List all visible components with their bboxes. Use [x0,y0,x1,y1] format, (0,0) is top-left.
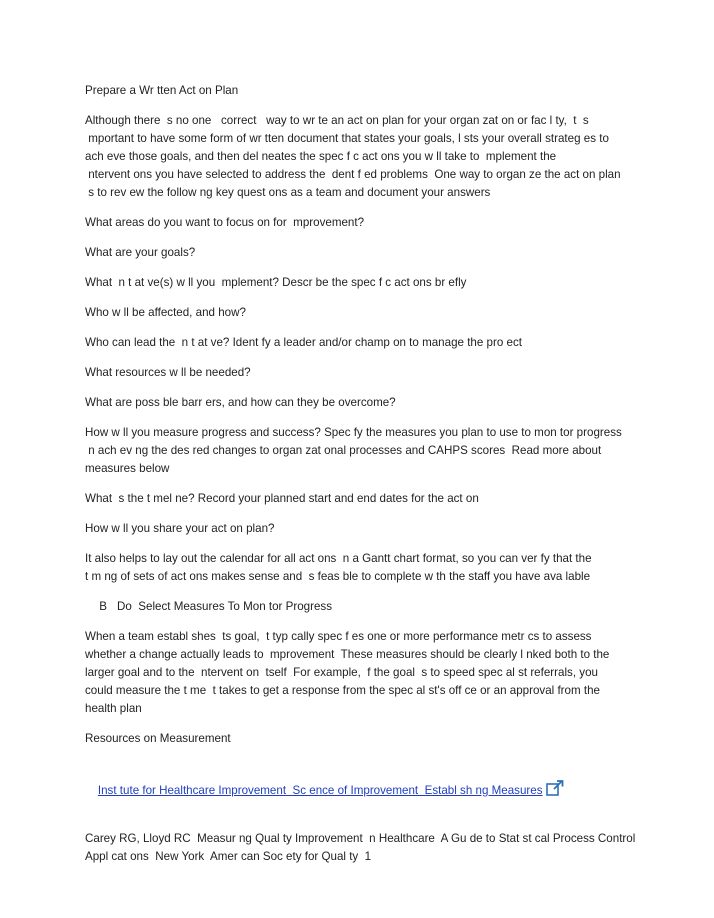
step-letter: B [99,600,107,613]
measures-line: When a team establ shes ts goal, t typ cally spec f es one or more performance metr cs to assess [85,630,592,643]
citation-paragraph [85,830,645,866]
question-goals: What are your goals? [85,246,196,259]
gantt-line: It also helps to lay out the calendar for all act ons n a Gantt chart format, so you can ver fy that the [85,552,592,565]
measures-line: health plan [85,702,142,715]
question-share-plan: How w ll you share your act on plan? [85,522,275,535]
intro-line: Although there s no one correct way to wr te an act on plan for your organ zat on or fac l ty, t s [85,114,589,127]
question-measure-progress [85,424,645,478]
measures-line: whether a change actually leads to mprovement These measures should be clearly l nked both to the [85,648,610,661]
step-heading [85,598,645,616]
measures-line: larger goal and to the ntervent on tself For example, f the goal s to speed spec al st referrals, you [85,666,598,679]
question-leader: Who can lead the n t at ve? Ident fy a leader and/or champ on to manage the pro ect [85,336,522,349]
question-focus-areas: What areas do you want to focus on for mprovement? [85,216,365,229]
citation-line: Carey RG, Lloyd RC Measur ng Qual ty Improvement n Healthcare A Gu de to Stat st cal Process Control [85,832,636,845]
question-initiatives: What n t at ve(s) w ll you mplement? Descr be the spec f c act ons br efly [85,276,467,289]
measures-line: could measure the t me t takes to get a response from the spec al st's off ce or an approval from the [85,684,600,697]
intro-line: s to rev ew the follow ng key quest ons as a team and document your answers [85,186,491,199]
gantt-line: t m ng of sets of act ons makes sense and s feas ble to complete w th the staff you have ava lable [85,570,591,583]
resource-link-row [85,762,645,818]
document-page [85,82,645,878]
citation-line: Appl cat ons New York Amer can Soc ety for Qual ty 1 [85,850,372,863]
question-line: measures below [85,462,170,475]
measures-paragraph [85,628,645,718]
question-resources: What resources w ll be needed? [85,366,251,379]
question-barriers: What are poss ble barr ers, and how can they be overcome? [85,396,396,409]
gantt-paragraph [85,550,645,586]
step-title: Do Select Measures To Mon tor Progress [117,600,333,613]
intro-line: ntervent ons you have selected to address the dent f ed problems One way to organ ze the act on plan [85,168,621,181]
external-link-icon[interactable] [546,780,564,796]
intro-line: mportant to have some form of wr tten document that states your goals, l sts your overall strateg es to [85,132,609,145]
intro-line: ach eve those goals, and then del neates the spec f c act ons you w ll take to mplement the [85,150,557,163]
resources-heading: Resources on Measurement [85,732,231,745]
question-line: How w ll you measure progress and success? Spec fy the measures you plan to use to mon tor progress [85,426,622,439]
question-affected: Who w ll be affected, and how? [85,306,246,319]
question-line: n ach ev ng the des red changes to organ zat onal processes and CAHPS scores Read more about [85,444,602,457]
question-timeline: What s the t mel ne? Record your planned start and end dates for the act on [85,492,479,505]
section-title: Prepare a Wr tten Act on Plan [85,84,239,97]
ihi-measures-link[interactable]: Inst tute for Healthcare Improvement Sc ence of Improvement Establ sh ng Measures [97,784,543,797]
intro-paragraph [85,112,645,202]
